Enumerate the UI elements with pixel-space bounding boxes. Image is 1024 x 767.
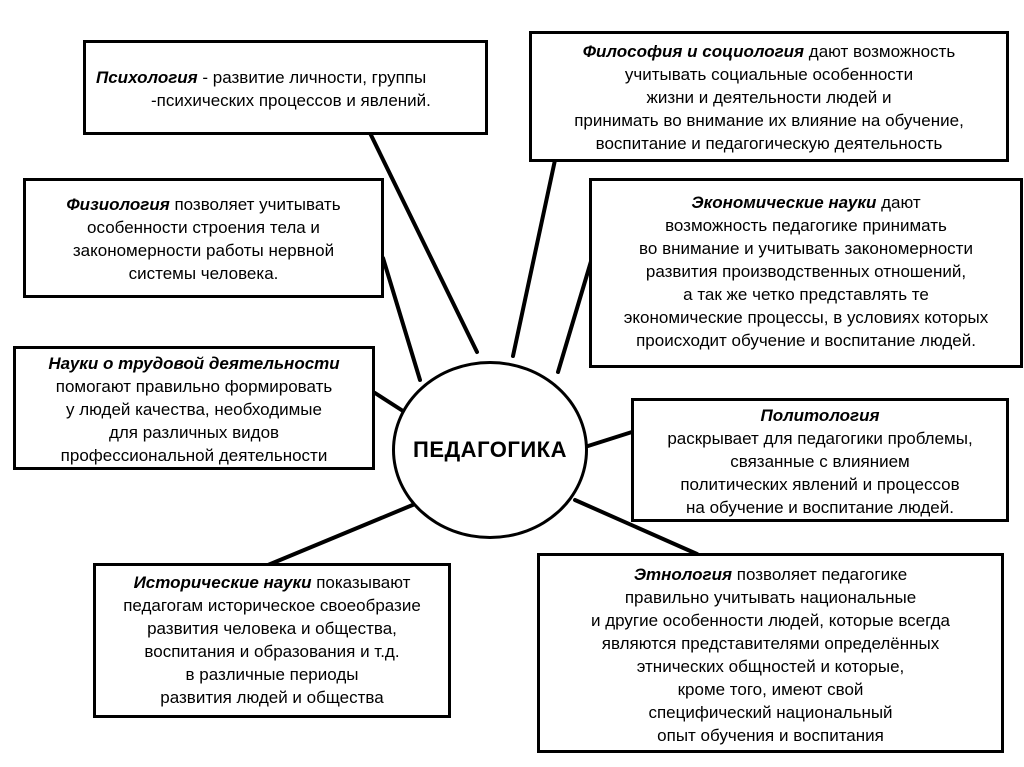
psychology-title: Психология: [96, 68, 198, 87]
labor-box: [13, 346, 375, 470]
physiology-box: [23, 178, 384, 298]
history-line: в различные периоды: [185, 665, 359, 684]
physiology-rest: позволяет учитывать: [169, 195, 341, 214]
labor-line: для различных видов: [108, 423, 280, 442]
economics-line: развития производственных отношений,: [645, 262, 967, 281]
history-line: воспитания и образования и т.д.: [144, 642, 400, 661]
ethnology-line: правильно учитывать национальные: [624, 588, 917, 607]
politology-line: на обучение и воспитание людей.: [686, 498, 954, 517]
ethnology-line: кроме того, имеют свой: [677, 680, 864, 699]
physiology-line: особенности строения тела и: [87, 218, 320, 237]
economics-line: происходит обучение и воспитание людей.: [636, 331, 976, 350]
politology-title: Политология: [760, 406, 880, 425]
history-line: развития человека и общества,: [147, 619, 397, 638]
connector-philosophy: [513, 160, 555, 356]
ethnology-line: опыт обучения и воспитания: [657, 726, 884, 745]
center-label: ПЕДАГОГИКА: [413, 437, 567, 462]
labor-title: Науки о трудовой деятельности: [48, 354, 340, 373]
labor-line: помогают правильно формировать: [55, 377, 333, 396]
ethnology-line: и другие особенности людей, которые всегда: [591, 611, 950, 630]
connector-physiology: [383, 258, 420, 380]
physiology-line: закономерности работы нервной: [72, 241, 335, 260]
connector-psychology: [370, 133, 477, 352]
history-box: [93, 563, 451, 718]
connector-economics: [558, 258, 592, 372]
labor-line: профессиональной деятельности: [60, 446, 328, 465]
history-line: педагогам историческое своеобразие: [123, 596, 421, 615]
psychology-rest: - развитие личности, группы: [197, 68, 427, 87]
economics-line: а так же четко представлять те: [683, 285, 929, 304]
economics-title: Экономические науки: [691, 193, 877, 212]
ethnology-line: специфический национальный: [648, 703, 893, 722]
philosophy-line: принимать во внимание их влияние на обучение,: [574, 111, 964, 130]
philosophy-title: Философия и социология: [582, 42, 805, 61]
politology-box: [631, 398, 1009, 522]
politology-line: политических явлений и процессов: [680, 475, 960, 494]
economics-line: во внимание и учитывать закономерности: [639, 239, 973, 258]
connector-history: [268, 504, 415, 565]
philosophy-line: жизни и деятельности людей и: [646, 88, 892, 107]
physiology-line: системы человека.: [128, 264, 279, 283]
economics-line: экономические процессы, в условиях которых: [623, 308, 989, 327]
ethnology-line: этнических общностей и которые,: [636, 657, 905, 676]
politology-line: раскрывает для педагогики проблемы,: [667, 429, 973, 448]
ethnology-rest: позволяет педагогике: [732, 565, 908, 584]
economics-box: [589, 178, 1023, 368]
connector-politology: [588, 432, 632, 446]
labor-line: у людей качества, необходимые: [66, 400, 322, 419]
economics-rest: дают: [876, 193, 921, 212]
connector-labor: [375, 393, 403, 411]
philosophy-line: воспитание и педагогическую деятельность: [595, 134, 943, 153]
history-line: развития людей и общества: [160, 688, 384, 707]
pedagogy-center-node: [392, 361, 588, 539]
history-title: Исторические науки: [133, 573, 312, 592]
philosophy-line: учитывать социальные особенности: [624, 65, 914, 84]
psychology-box: [83, 40, 488, 135]
history-rest: показывают: [311, 573, 411, 592]
philosophy-box: [529, 31, 1009, 162]
politology-line: связанные с влиянием: [730, 452, 910, 471]
economics-line: возможность педагогике принимать: [665, 216, 947, 235]
ethnology-title: Этнология: [633, 565, 733, 584]
physiology-title: Физиология: [66, 195, 170, 214]
ethnology-line: являются представителями определённых: [601, 634, 940, 653]
psychology-line: -психических процессов и явлений.: [151, 91, 431, 110]
ethnology-box: [537, 553, 1004, 753]
philosophy-rest: дают возможность: [804, 42, 956, 61]
